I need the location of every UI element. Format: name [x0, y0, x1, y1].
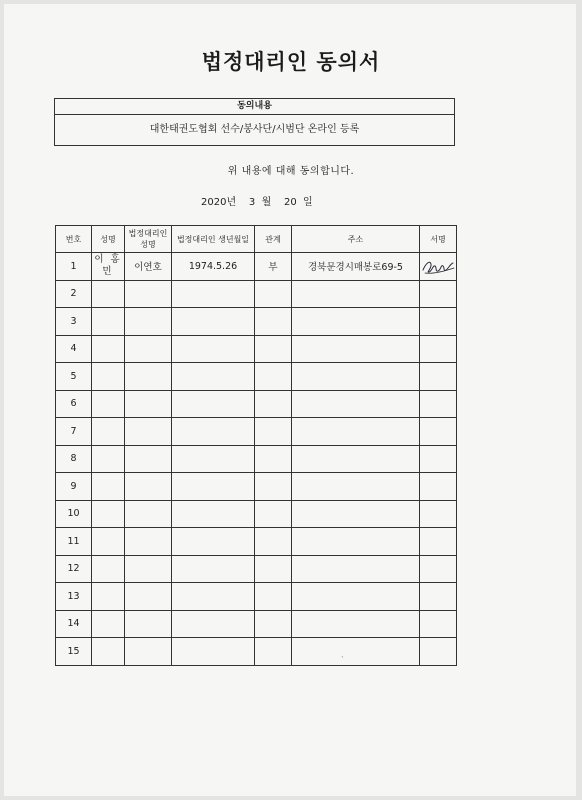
handwritten-signature [420, 255, 456, 277]
cell-guardian-birth [172, 500, 255, 528]
cell-relation [255, 555, 292, 583]
consent-box [54, 98, 455, 146]
consent-header: 동의내용 [55, 99, 454, 115]
header-signature: 서명 [420, 226, 457, 253]
date-month-unit: 월 [261, 197, 272, 208]
cell-signature [420, 528, 457, 556]
cell-no: 6 [56, 390, 92, 418]
cell-no: 1 [56, 253, 92, 281]
header-name: 성명 [92, 226, 125, 253]
cell-relation: 부 [255, 253, 292, 281]
cell-guardian-name: 이연호 [125, 253, 172, 281]
cell-no: 5 [56, 363, 92, 391]
cell-name [92, 500, 125, 528]
cell-name [92, 583, 125, 611]
cell-guardian-birth: 1974.5.26 [172, 253, 255, 281]
cell-name [92, 335, 125, 363]
cell-guardian-birth [172, 555, 255, 583]
cell-guardian-name [125, 528, 172, 556]
cell-name [92, 638, 125, 666]
cell-guardian-birth [172, 473, 255, 501]
cell-signature [420, 473, 457, 501]
cell-signature [420, 390, 457, 418]
cell-address: 경북문경시매봉로69-5 [292, 253, 420, 281]
table-row [56, 473, 457, 501]
cell-signature [420, 363, 457, 391]
table-row [56, 445, 457, 473]
cell-address [292, 280, 420, 308]
cell-relation [255, 500, 292, 528]
consent-content: 대한태권도협회 선수/봉사단/시범단 온라인 등록 [149, 124, 360, 135]
cell-relation [255, 583, 292, 611]
table-row [56, 335, 457, 363]
cell-guardian-name [125, 335, 172, 363]
table-row [56, 363, 457, 391]
cell-signature [420, 280, 457, 308]
cell-name [92, 308, 125, 336]
table-row [56, 610, 457, 638]
cell-address [292, 473, 420, 501]
cell-signature [420, 583, 457, 611]
cell-name [92, 418, 125, 446]
cell-no: 4 [56, 335, 92, 363]
table-header-row [56, 226, 457, 253]
cell-address [292, 500, 420, 528]
cell-no: 8 [56, 445, 92, 473]
cell-guardian-birth [172, 418, 255, 446]
cell-address [292, 363, 420, 391]
cell-guardian-birth [172, 390, 255, 418]
cell-address [292, 418, 420, 446]
table-row [56, 500, 457, 528]
guardian-table [55, 225, 457, 666]
cell-guardian-name [125, 555, 172, 583]
cell-name [92, 610, 125, 638]
cell-name [92, 390, 125, 418]
cell-name [92, 473, 125, 501]
cell-address [292, 445, 420, 473]
cell-guardian-birth [172, 583, 255, 611]
table-row [56, 390, 457, 418]
cell-guardian-birth [172, 610, 255, 638]
cell-guardian-name [125, 473, 172, 501]
cell-name [92, 363, 125, 391]
cell-address [292, 555, 420, 583]
cell-no: 2 [56, 280, 92, 308]
cell-relation [255, 363, 292, 391]
table-row [56, 280, 457, 308]
cell-signature [420, 610, 457, 638]
cell-signature [420, 308, 457, 336]
header-guardian-birth: 법정대리인 생년월일 [172, 226, 255, 253]
cell-signature [420, 418, 457, 446]
cell-address [292, 583, 420, 611]
cell-no: 10 [56, 500, 92, 528]
cell-guardian-birth [172, 445, 255, 473]
cell-relation [255, 308, 292, 336]
cell-name [92, 528, 125, 556]
header-no: 번호 [56, 226, 92, 253]
header-guardian-name: 법정대리인 성명 [125, 226, 172, 253]
cell-guardian-name [125, 583, 172, 611]
cell-relation [255, 280, 292, 308]
table-row [56, 638, 457, 666]
table-row [56, 555, 457, 583]
cell-relation [255, 445, 292, 473]
cell-guardian-name [125, 363, 172, 391]
cell-no: 11 [56, 528, 92, 556]
cell-no: 12 [56, 555, 92, 583]
consent-date [201, 193, 313, 208]
cell-address [292, 335, 420, 363]
cell-guardian-name [125, 280, 172, 308]
cell-signature [420, 638, 457, 666]
page-title: 법정대리인 동의서 [201, 50, 381, 74]
cell-guardian-name [125, 308, 172, 336]
cell-no: 14 [56, 610, 92, 638]
cell-guardian-birth [172, 308, 255, 336]
cell-guardian-name [125, 418, 172, 446]
cell-relation [255, 335, 292, 363]
cell-guardian-name [125, 500, 172, 528]
table-row [56, 308, 457, 336]
consent-statement: 위 내용에 대해 동의합니다. [227, 166, 355, 177]
date-day: 20 [283, 197, 297, 208]
cell-signature [420, 335, 457, 363]
cell-guardian-birth [172, 335, 255, 363]
cell-no: 7 [56, 418, 92, 446]
cell-name [92, 280, 125, 308]
cell-guardian-birth [172, 638, 255, 666]
cell-guardian-name [125, 445, 172, 473]
header-relation: 관계 [255, 226, 292, 253]
date-year: 2020년 [201, 197, 237, 208]
cell-address [292, 308, 420, 336]
cell-guardian-name [125, 638, 172, 666]
cell-no: 9 [56, 473, 92, 501]
cell-address [292, 390, 420, 418]
date-day-unit: 일 [303, 197, 313, 208]
cell-name [92, 445, 125, 473]
cell-address [292, 638, 420, 666]
cell-no: 3 [56, 308, 92, 336]
table-row [56, 253, 457, 281]
stray-mark: ˋ [341, 656, 345, 664]
cell-address [292, 528, 420, 556]
cell-guardian-birth [172, 280, 255, 308]
cell-signature [420, 253, 457, 281]
cell-no: 13 [56, 583, 92, 611]
cell-guardian-birth [172, 363, 255, 391]
cell-relation [255, 610, 292, 638]
cell-guardian-birth [172, 528, 255, 556]
cell-no: 15 [56, 638, 92, 666]
cell-name [92, 555, 125, 583]
cell-guardian-name [125, 390, 172, 418]
cell-relation [255, 473, 292, 501]
cell-signature [420, 445, 457, 473]
table-row [56, 528, 457, 556]
cell-name: 이 홍 민 [92, 253, 125, 281]
cell-relation [255, 418, 292, 446]
table-body [56, 253, 457, 666]
cell-relation [255, 390, 292, 418]
cell-relation [255, 528, 292, 556]
table-row [56, 583, 457, 611]
date-month: 3 [248, 197, 256, 208]
cell-signature [420, 555, 457, 583]
cell-signature [420, 500, 457, 528]
cell-relation [255, 638, 292, 666]
table-row [56, 418, 457, 446]
cell-guardian-name [125, 610, 172, 638]
header-address: 주소 [292, 226, 420, 253]
cell-address [292, 610, 420, 638]
